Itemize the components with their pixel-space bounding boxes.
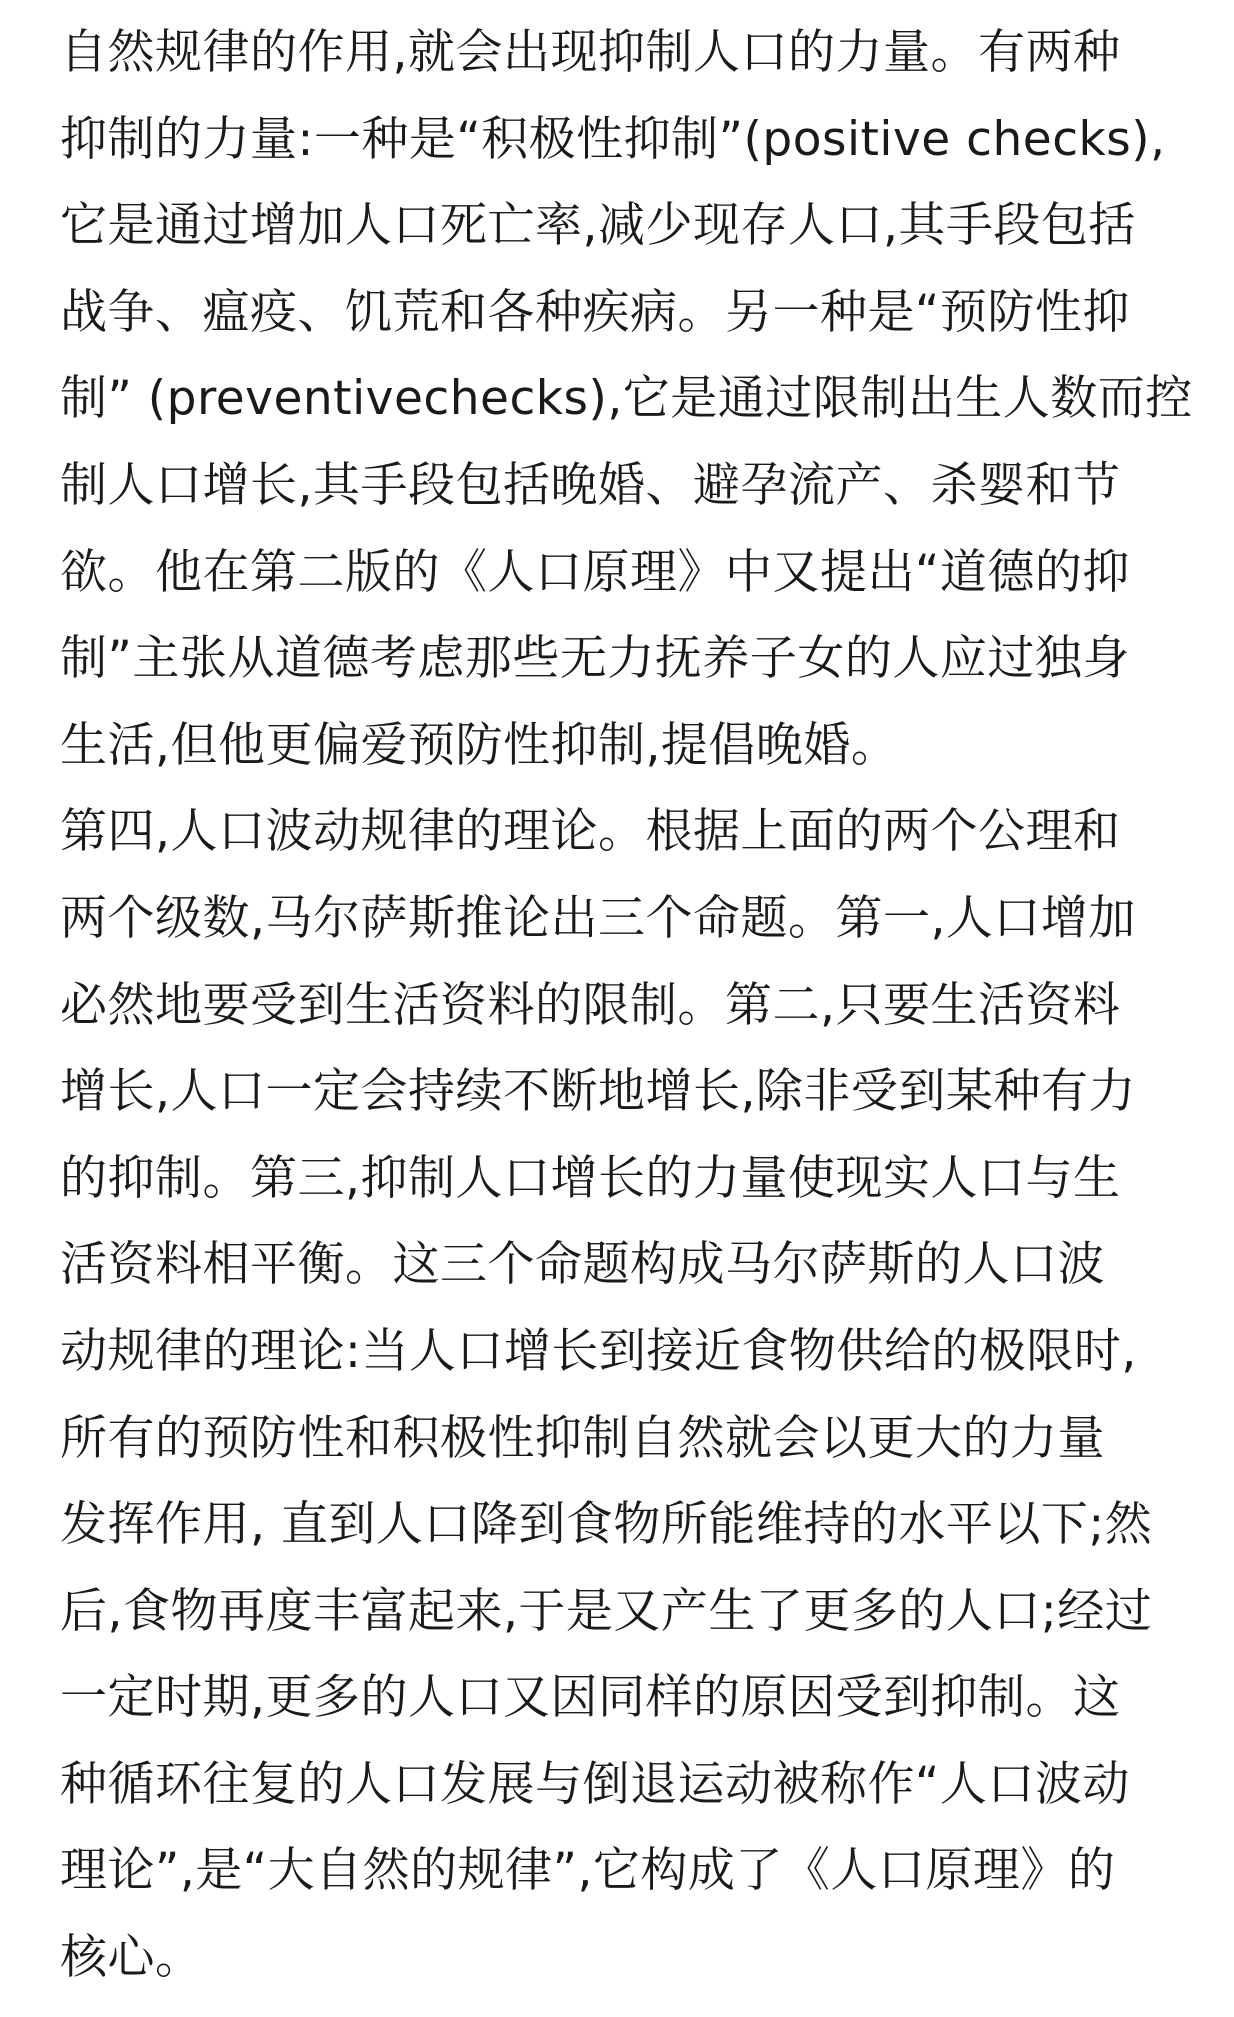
article-text <box>60 10 1193 2002</box>
text-line: 抑制的力量:一种是“积极性抑制”(positive checks), <box>60 111 1166 167</box>
text-line: 发挥作用, 直到人口降到食物所能维持的水平以下;然 <box>60 1497 1153 1553</box>
text-line: 它是通过增加人口死亡率,减少现存人口,其手段包括 <box>60 198 1136 254</box>
text-line: 的抑制。第三,抑制人口增长的力量使现实人口与生 <box>60 1150 1121 1206</box>
text-line: 所有的预防性和积极性抑制自然就会以更大的力量 <box>60 1410 1105 1466</box>
text-line: 活资料相平衡。这三个命题构成马尔萨斯的人口波 <box>60 1237 1105 1293</box>
text-line: 后,食物再度丰富起来,于是又产生了更多的人口;经过 <box>60 1583 1153 1639</box>
text-line: 战争、瘟疫、饥荒和各种疾病。另一种是“预防性抑 <box>60 284 1130 340</box>
text-line: 制”主张从道德考虑那些无力抚养子女的人应过独身 <box>60 631 1130 687</box>
text-line: 理论”,是“大自然的规律”,它构成了《人口原理》的 <box>60 1843 1116 1899</box>
text-line: 种循环往复的人口发展与倒退运动被称作“人口波动 <box>60 1756 1130 1812</box>
text-line: 必然地要受到生活资料的限制。第二,只要生活资料 <box>60 977 1121 1033</box>
text-line: 动规律的理论:当人口增长到接近食物供给的极限时, <box>60 1323 1137 1379</box>
text-line: 一定时期,更多的人口又因同样的原因受到抑制。这 <box>60 1670 1121 1726</box>
bottom-fade <box>0 2005 1234 2017</box>
text-line: 增长,人口一定会持续不断地增长,除非受到某种有力 <box>60 1064 1136 1120</box>
text-line: 两个级数,马尔萨斯推论出三个命题。第一,人口增加 <box>60 890 1136 946</box>
text-line: 第四,人口波动规律的理论。根据上面的两个公理和 <box>60 804 1121 860</box>
text-line: 自然规律的作用,就会出现抑制人口的力量。有两种 <box>60 25 1121 80</box>
text-line: 核心。 <box>60 1930 203 1986</box>
text-line: 生活,但他更偏爱预防性抑制,提倡晚婚。 <box>60 717 899 773</box>
text-line: 欲。他在第二版的《人口原理》中又提出“道德的抑 <box>60 544 1130 600</box>
text-line: 制人口增长,其手段包括晚婚、避孕流产、杀婴和节 <box>60 457 1121 513</box>
text-line: 制” (preventivechecks),它是通过限制出生人数而控 <box>60 371 1193 427</box>
